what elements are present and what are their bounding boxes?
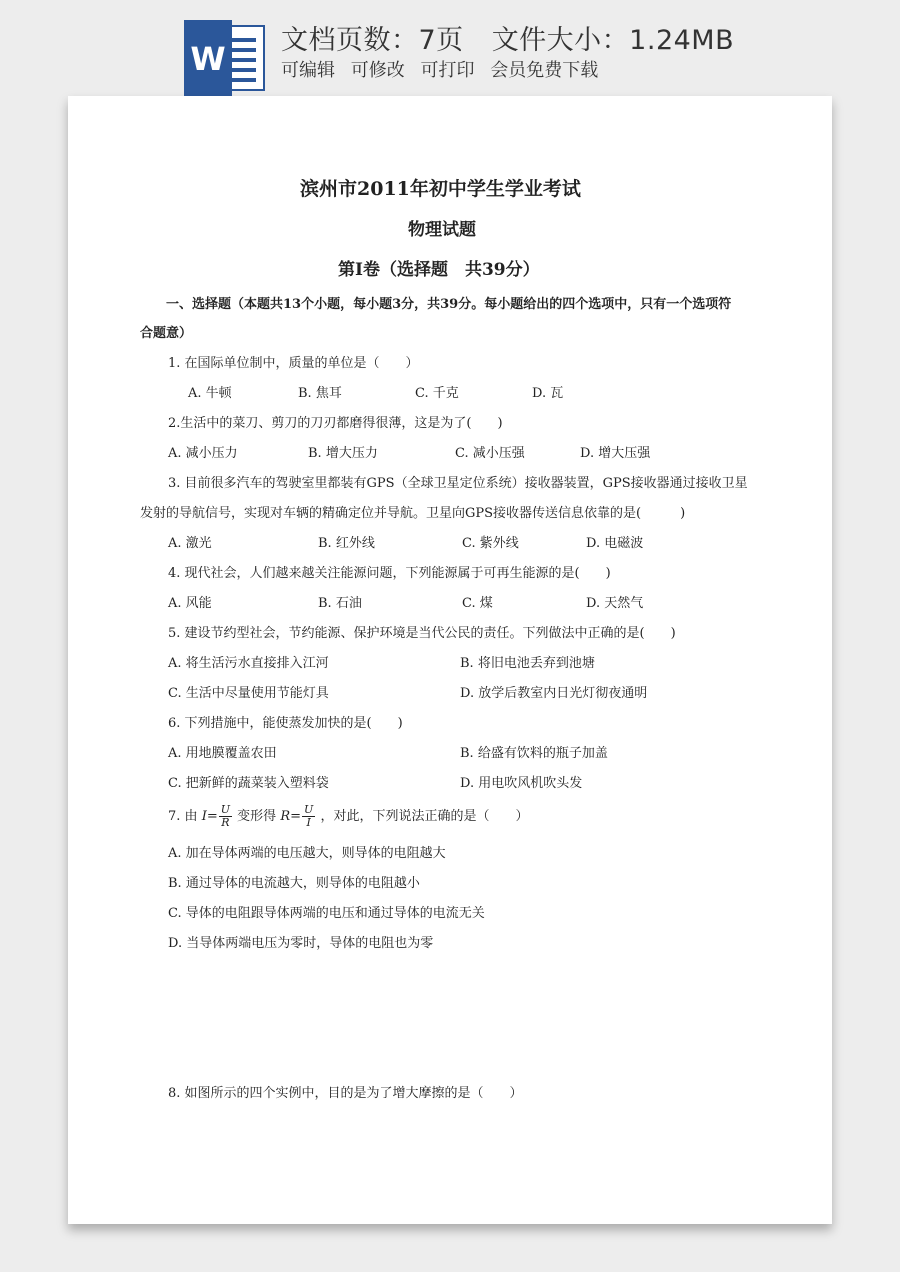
feature-editable: 可编辑 [281, 60, 335, 81]
exam-title: 滨州市2011年初中学生学业考试 [300, 178, 581, 200]
formula-resistance-symbol: R [280, 809, 291, 824]
fraction-denominator: I [306, 816, 311, 829]
question-4-option-c: C. 煤 [462, 596, 493, 611]
question-7-option-b: B. 通过导体的电流越大，则导体的电阻越小 [168, 876, 420, 891]
question-1-option-a: A. 牛顿 [188, 386, 232, 401]
formula-current-symbol: I [201, 809, 207, 824]
question-1-option-d: D. 瓦 [532, 386, 564, 401]
feature-printable: 可打印 [420, 60, 475, 81]
question-6-option-d: D. 用电吹风机吹头发 [460, 776, 583, 791]
question-6-option-c: C. 把新鲜的蔬菜装入塑料袋 [168, 776, 329, 791]
question-5-option-b: B. 将旧电池丢弃到池塘 [460, 656, 595, 671]
instructions-line-2: 合题意） [140, 326, 193, 341]
question-3-stem-line-2: 发射的导航信号，实现对车辆的精确定位并导航。卫星向GPS接收器传送信息依靠的是( ) [140, 506, 686, 521]
word-document-icon [184, 20, 266, 96]
feature-list [281, 56, 608, 82]
file-info [281, 18, 734, 57]
question-6-option-a: A. 用地膜覆盖农田 [168, 746, 277, 761]
question-2-option-c: C. 减小压强 [455, 446, 525, 461]
question-7-stem: 7. 由 I= $\frac{U}{R}$ 变形得 R= $\frac{U}{I}$ ，对此，下列说法正确的是（ ） [168, 803, 529, 829]
fraction-numerator: U [220, 803, 231, 816]
question-1-option-b: B. 焦耳 [298, 386, 342, 401]
svg-text:W: W [190, 40, 226, 78]
document-page [68, 96, 832, 1224]
question-3-option-a: A. 激光 [168, 536, 212, 551]
question-4-option-d: D. 天然气 [586, 596, 644, 611]
question-5-option-d: D. 放学后教室内日光灯彻夜通明 [460, 686, 648, 701]
question-7-option-d: D. 当导体两端电压为零时，导体的电阻也为零 [168, 936, 434, 951]
question-3-option-c: C. 紫外线 [462, 536, 519, 551]
question-7-option-c: C. 导体的电阻跟导体两端的电压和通过导体的电流无关 [168, 906, 485, 921]
exam-subtitle: 物理试题 [408, 220, 476, 240]
question-6-option-b: B. 给盛有饮料的瓶子加盖 [460, 746, 608, 761]
question-2-option-a: A. 减小压力 [168, 446, 238, 461]
question-4-option-a: A. 风能 [168, 596, 212, 611]
question-7-connector: 变形得 [237, 809, 277, 824]
feature-member-download: 会员免费下载 [490, 60, 599, 81]
question-4-stem: 4. 现代社会，人们越来越关注能源问题，下列能源属于可再生能源的是( ) [168, 566, 611, 581]
question-1-option-c: C. 千克 [415, 386, 459, 401]
formula-resistance-fraction [302, 804, 315, 829]
question-3-option-d: D. 电磁波 [586, 536, 644, 551]
instructions-line-1: 一、选择题（本题共13个小题，每小题3分，共39分。每小题给出的四个选项中，只有一个选项符 [166, 297, 732, 312]
question-6-stem: 6. 下列措施中，能使蒸发加快的是( ) [168, 716, 403, 731]
download-banner [0, 0, 900, 96]
question-8-stem: 8. 如图所示的四个实例中，目的是为了增大摩擦的是（ ） [168, 1086, 523, 1101]
feature-modifiable: 可修改 [350, 60, 405, 81]
question-2-option-d: D. 增大压强 [580, 446, 651, 461]
formula-current-fraction [219, 804, 232, 829]
page-count: 文档页数：7页 [281, 25, 464, 56]
fraction-denominator: R [221, 816, 230, 829]
question-5-option-c: C. 生活中尽量使用节能灯具 [168, 686, 329, 701]
question-5-stem: 5. 建设节约型社会，节约能源、保护环境是当代公民的责任。下列做法中正确的是( ) [168, 626, 676, 641]
file-size: 文件大小：1.24MB [491, 25, 735, 56]
question-4-option-b: B. 石油 [318, 596, 362, 611]
fraction-numerator: U [304, 803, 314, 816]
question-3-stem-line-1: 3. 目前很多汽车的驾驶室里都装有GPS（全球卫星定位系统）接收器装置，GPS接收器通过接收卫星 [168, 476, 748, 491]
question-7-option-a: A. 加在导体两端的电压越大，则导体的电阻越大 [168, 846, 446, 861]
question-7-prefix: 7. 由 [168, 809, 198, 824]
question-3-option-b: B. 红外线 [318, 536, 375, 551]
question-1-stem: 1. 在国际单位制中，质量的单位是（ ） [168, 356, 419, 371]
question-5-option-a: A. 将生活污水直接排入江河 [168, 656, 329, 671]
question-2-option-b: B. 增大压力 [308, 446, 378, 461]
question-7-suffix: ，对此，下列说法正确的是（ ） [320, 809, 529, 824]
section-heading: 第Ⅰ卷（选择题 共39分） [338, 260, 540, 280]
question-2-stem: 2.生活中的菜刀、剪刀的刀刃都磨得很薄，这是为了( ) [168, 416, 503, 431]
